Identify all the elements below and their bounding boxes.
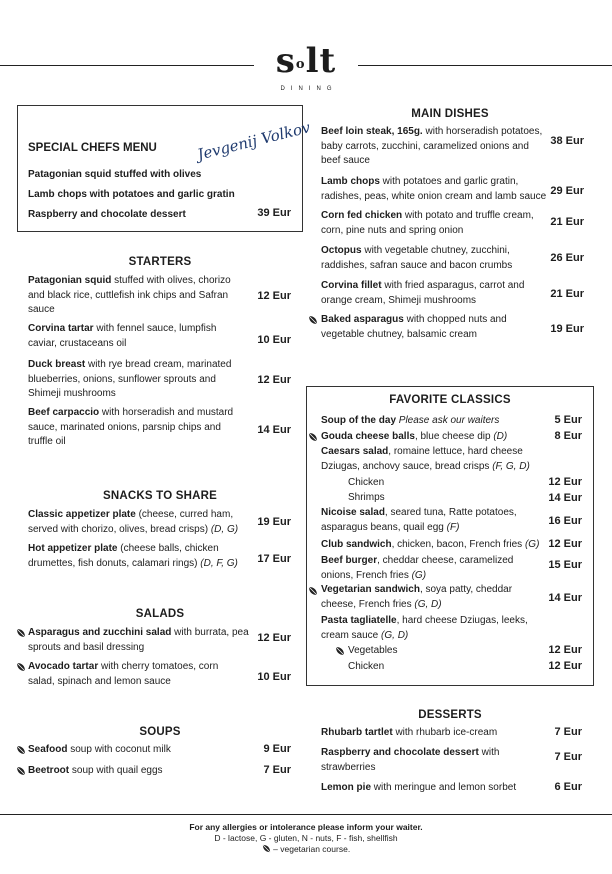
header-rule-right <box>358 65 612 66</box>
caesar-option: Chicken <box>348 477 385 488</box>
vegetarian-leaf-icon <box>308 315 318 325</box>
classic-price: 14 Eur <box>548 592 582 604</box>
main-price: 26 Eur <box>550 252 584 264</box>
vegetarian-leaf-icon <box>262 844 271 853</box>
logo-main: $s^olt$ <box>275 41 337 81</box>
vegetarian-leaf-icon <box>308 586 318 596</box>
dessert-item: Raspberry and chocolate dessert with strawberries <box>321 747 500 773</box>
mains-title: MAIN DISHES <box>411 108 489 120</box>
salad-item: Avocado tartar with cherry tomatoes, corn salad, spinach and lemon sauce <box>28 661 219 687</box>
special-line-3: Raspberry and chocolate dessert <box>28 209 186 220</box>
snacks-title: SNACKS TO SHARE <box>103 490 217 502</box>
starter-item: Corvina tartar with fennel sauce, lumpfish caviar, crustaceans oil <box>28 323 217 349</box>
special-line-2: Lamb chops with potatoes and garlic gratin <box>28 189 235 200</box>
snack-price: 19 Eur <box>257 516 291 528</box>
vegetarian-leaf-icon <box>16 662 26 672</box>
salad-price: 12 Eur <box>257 632 291 644</box>
vegetarian-leaf-icon <box>16 766 26 776</box>
vegetarian-leaf-icon <box>308 432 318 442</box>
main-item: Corn fed chicken with potato and truffle cream, corn, pine nuts and spring onion <box>321 210 534 236</box>
classic-gouda: Gouda cheese balls, blue cheese dip (D) <box>321 431 508 442</box>
starter-item: Duck breast with rye bread cream, marinated blueberries, onions, sunflower sprouts and Shimeji mushrooms <box>28 359 232 399</box>
classics-title: FAVORITE CLASSICS <box>389 394 511 406</box>
salad-price: 10 Eur <box>257 671 291 683</box>
classic-nicoise: Nicoise salad, seared tuna, Ratte potatoes, asparagus beans, quail egg (F) <box>321 507 517 533</box>
main-price: 38 Eur <box>550 135 584 147</box>
classic-price: 5 Eur <box>554 414 582 426</box>
special-menu-title: SPECIAL CHEFS MENU <box>28 142 157 154</box>
special-line-1: Patagonian squid stuffed with olives <box>28 169 202 180</box>
soups-title: SOUPS <box>139 726 181 738</box>
logo <box>268 41 344 92</box>
starters-title: STARTERS <box>128 256 192 268</box>
snack-item: Classic appetizer plate (cheese, curred ham, served with chorizo, olives, bread crisps) (D, G) <box>28 509 239 535</box>
classic-price: 16 Eur <box>548 515 582 527</box>
vegetarian-leaf-icon <box>16 745 26 755</box>
soup-item: Beetroot soup with quail eggs <box>28 765 163 776</box>
desserts-title: DESSERTS <box>418 709 482 721</box>
vegetarian-leaf-icon <box>16 628 26 638</box>
classic-price: 12 Eur <box>548 644 582 656</box>
classic-price: 15 Eur <box>548 559 582 571</box>
classic-price: 8 Eur <box>554 430 582 442</box>
classic-club: Club sandwich, chicken, bacon, French fries (G) <box>321 539 540 550</box>
classic-burger: Beef burger, cheddar cheese, caramelized onions, French fries (G) <box>321 555 514 581</box>
main-price: 29 Eur <box>550 185 584 197</box>
classic-soup: Soup of the day Please ask our waiters <box>321 415 500 426</box>
classic-veg: Vegetarian sandwich, soya patty, cheddar cheese, French fries (G, D) <box>321 584 513 610</box>
soup-price: 9 Eur <box>263 743 291 755</box>
footer-line-2: D - lactose, G - gluten, N - nuts, F - fish, shellfish <box>214 833 398 843</box>
footer-line-3 <box>0 844 612 855</box>
dessert-item: Rhubarb tartlet with rhubarb ice-cream <box>321 727 498 738</box>
caesar-option: Shrimps <box>348 492 385 503</box>
snack-item: Hot appetizer plate (cheese balls, chicken drumettes, fish donuts, calamari rings) (D, F, G) <box>28 543 238 569</box>
starter-price: 12 Eur <box>257 290 291 302</box>
main-price: 19 Eur <box>550 323 584 335</box>
vegetarian-leaf-icon <box>335 646 345 656</box>
classic-pasta: Pasta tagliatelle, hard cheese Dziugas, leeks, cream sauce (G, D) <box>321 615 528 641</box>
starter-item: Patagonian squid stuffed with olives, chorizo and black rice, cuttlefish ink chips and Safran sauce <box>28 275 231 315</box>
soup-item: Seafood soup with coconut milk <box>28 744 171 755</box>
snack-price: 17 Eur <box>257 553 291 565</box>
dessert-price: 7 Eur <box>554 726 582 738</box>
pasta-option: Chicken <box>348 661 385 672</box>
footer-legend-text: – vegetarian course. <box>270 844 351 854</box>
soup-price: 7 Eur <box>263 764 291 776</box>
dessert-item: Lemon pie with meringue and lemon sorbet <box>321 782 517 793</box>
starter-item: Beef carpaccio with horseradish and mustard sauce, marinated onions, parsnip chips and truffle oil <box>28 407 234 447</box>
classic-price: 12 Eur <box>548 660 582 672</box>
main-item: Baked asparagus with chopped nuts and vegetable chutney, balsamic cream <box>321 314 507 340</box>
footer-rule <box>0 814 612 815</box>
starter-price: 10 Eur <box>257 334 291 346</box>
footer-line-1: For any allergies or intolerance please inform your waiter. <box>189 822 423 832</box>
classic-price: 14 Eur <box>548 492 582 504</box>
classic-caesar: Caesars salad, romaine lettuce, hard cheese Dziugas, anchovy sauce, bread crisps (F, G, D) <box>321 446 530 472</box>
special-price: 39 Eur <box>257 207 291 219</box>
pasta-option: Vegetables <box>348 645 398 656</box>
dessert-price: 7 Eur <box>554 751 582 763</box>
main-item: Lamb chops with potatoes and garlic gratin, radishes, peas, white onion cream and lamb sauce <box>321 176 547 202</box>
salads-title: SALADS <box>135 608 185 620</box>
classic-price: 12 Eur <box>548 476 582 488</box>
logo-subtitle: DINING <box>280 86 338 92</box>
main-price: 21 Eur <box>550 216 584 228</box>
main-price: 21 Eur <box>550 288 584 300</box>
dessert-price: 6 Eur <box>554 781 582 793</box>
starter-price: 14 Eur <box>257 424 291 436</box>
main-item: Corvina fillet with fried asparagus, carrot and orange cream, Shimeji mushrooms <box>321 280 525 306</box>
starter-price: 12 Eur <box>257 374 291 386</box>
chef-signature: Jevgenij Volkov <box>195 118 313 164</box>
main-item: Beef loin steak, 165g. with horseradish potatoes, baby carrots, zucchini, caramelized onions and beef sauce <box>321 126 543 166</box>
header-rule-left <box>0 65 254 66</box>
classic-price: 12 Eur <box>548 538 582 550</box>
salad-item: Asparagus and zucchini salad with burrata, pea sprouts and basil dressing <box>28 627 249 653</box>
main-item: Octopus with vegetable chutney, zucchini, raddishes, safran sauce and bacon crumbs <box>321 245 513 271</box>
